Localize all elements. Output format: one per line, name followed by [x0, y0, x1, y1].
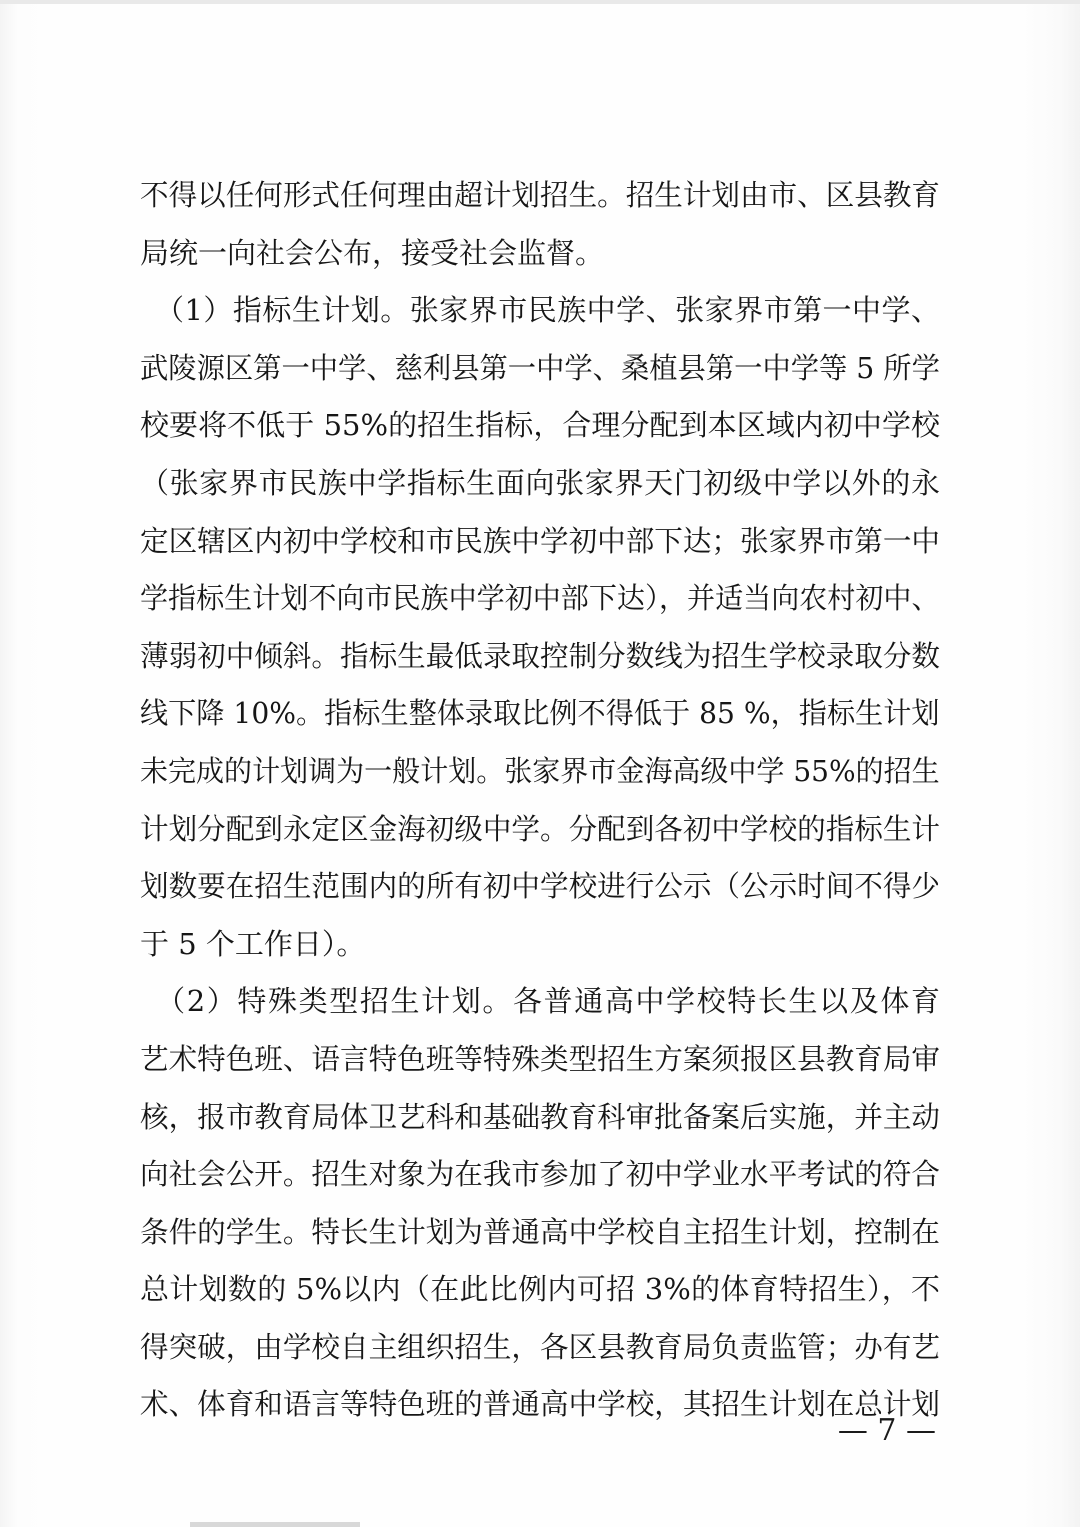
text-line: 未完成的计划调为一般计划。张家界市金海高级中学 55%的招生	[140, 753, 940, 788]
text-line: 总计划数的 5%以内（在此比例内可招 3%的体育特招生），不	[140, 1272, 940, 1307]
scan-edge-top	[0, 0, 1080, 4]
text-line: （2）特殊类型招生计划。各普通高中学校特长生以及体育	[140, 984, 940, 1019]
text-line: 局统一向社会公布，接受社会监督。	[140, 235, 605, 270]
text-line: 计划分配到永定区金海初级中学。分配到各初中学校的指标生计	[140, 811, 941, 846]
document-body	[140, 167, 940, 1434]
text-line: 条件的学生。特长生计划为普通高中学校自主招生计划，控制在	[140, 1214, 941, 1249]
text-line: 于 5 个工作日）。	[140, 926, 366, 961]
page-number: — 7 —	[837, 1413, 936, 1448]
text-line: 划数要在招生范围内的所有初中学校进行公示（公示时间不得少	[140, 869, 941, 904]
scan-edge-bottom	[190, 1522, 360, 1527]
text-line: 薄弱初中倾斜。指标生最低录取控制分数线为招生学校录取分数	[140, 638, 941, 673]
text-line: （1）指标生计划。张家界市民族中学、张家界市第一中学、	[140, 293, 940, 328]
text-line: 武陵源区第一中学、慈利县第一中学、桑植县第一中学等 5 所学	[140, 350, 940, 385]
text-line: 学指标生计划不向市民族中学初中部下达），并适当向农村初中、	[140, 581, 940, 616]
text-line: 校要将不低于 55%的招生指标，合理分配到本区域内初中学校	[140, 408, 940, 443]
text-line: 向社会公开。招生对象为在我市参加了初中学业水平考试的符合	[140, 1157, 941, 1192]
text-line: 艺术特色班、语言特色班等特殊类型招生方案须报区县教育局审	[140, 1041, 941, 1076]
text-line: 不得以任何形式任何理由超计划招生。招生计划由市、区县教育	[140, 178, 941, 212]
text-line: 得突破，由学校自主组织招生，各区县教育局负责监管；办有艺	[140, 1329, 941, 1364]
text-line: 线下降 10%。指标生整体录取比例不得低于 85 %，指标生计划	[140, 696, 940, 731]
text-line: 核，报市教育局体卫艺科和基础教育科审批备案后实施，并主动	[140, 1099, 941, 1134]
text-line: 术、体育和语言等特色班的普通高中学校，其招生计划在总计划	[140, 1387, 941, 1422]
text-line: （张家界市民族中学指标生面向张家界天门初级中学以外的永	[140, 465, 940, 500]
text-line: 定区辖区内初中学校和市民族中学初中部下达；张家界市第一中	[140, 523, 941, 558]
